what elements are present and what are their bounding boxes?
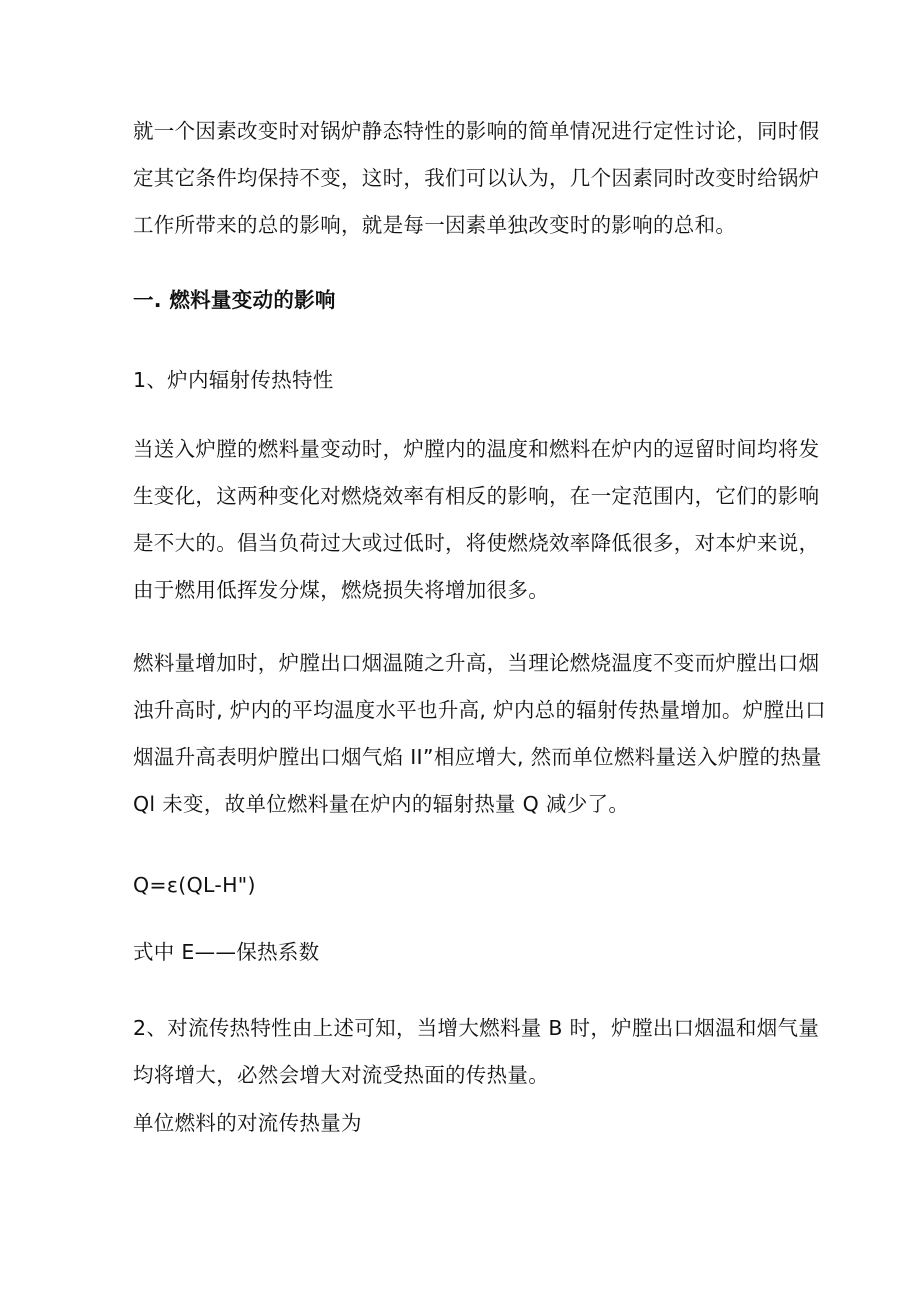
subsection-heading-1-text: 1、炉内辐射传热特性 [133,368,334,392]
paragraph-2-line: 浊升高时, 炉内的平均温度水平也升高, 炉内总的辐射传热量增加。炉膛出口 [133,698,826,722]
paragraph-2-line: 烟温升高表明炉膛出口烟气焰 II”相应增大, 然而单位燃料量送入炉膛的热量 [133,745,822,769]
intro-line: 就一个因素改变时对锅炉静态特性的影响的简单情况进行定性讨论，同时假 [133,119,820,143]
intro-paragraph [133,108,820,249]
paragraph-2-line: Ql 未变，故单位燃料量在炉内的辐射热量 Q 减少了。 [133,792,630,816]
section-heading [133,277,803,324]
formula-note [133,929,803,976]
paragraph-2-line: 燃料量增加时，炉膛出口烟温随之升高，当理论燃烧温度不变而炉膛出口烟 [133,651,820,675]
formula [133,862,803,909]
subsection-heading-1 [133,357,803,404]
last-line: 单位燃料的对流传热量为 [133,1111,362,1135]
paragraph-2 [133,640,826,828]
subsection-2-line: 2、对流传热特性由上述可知，当增大燃料量 B 时，炉膛出口烟温和烟气量 [133,1016,820,1040]
paragraph-1 [133,426,820,614]
formula-text: Q=ε(QL-H") [133,873,256,897]
paragraph-1-line: 生变化，这两种变化对燃烧效率有相反的影响，在一定范围内，它们的影响 [133,484,820,508]
paragraph-1-line: 由于燃用低挥发分煤，燃烧损失将增加很多。 [133,578,549,602]
last-paragraph [133,1100,803,1147]
intro-line: 工作所带来的总的影响，就是每一因素单独改变时的影响的总和。 [133,213,737,237]
subsection-2-paragraph [133,1005,820,1099]
subsection-2-line: 均将增大，必然会增大对流受热面的传热量。 [133,1063,549,1087]
section-heading-text: 一. 燃料量变动的影响 [133,288,336,312]
paragraph-1-line: 当送入炉膛的燃料量变动时，炉膛内的温度和燃料在炉内的逗留时间均将发 [133,437,820,461]
paragraph-1-line: 是不大的。倡当负荷过大或过低时，将使燃烧效率降低很多，对本炉来说， [133,531,820,555]
intro-line: 定其它条件均保持不变，这时，我们可以认为，几个因素同时改变时给锅炉 [133,166,820,190]
formula-note-text: 式中 E——保热系数 [133,940,320,964]
